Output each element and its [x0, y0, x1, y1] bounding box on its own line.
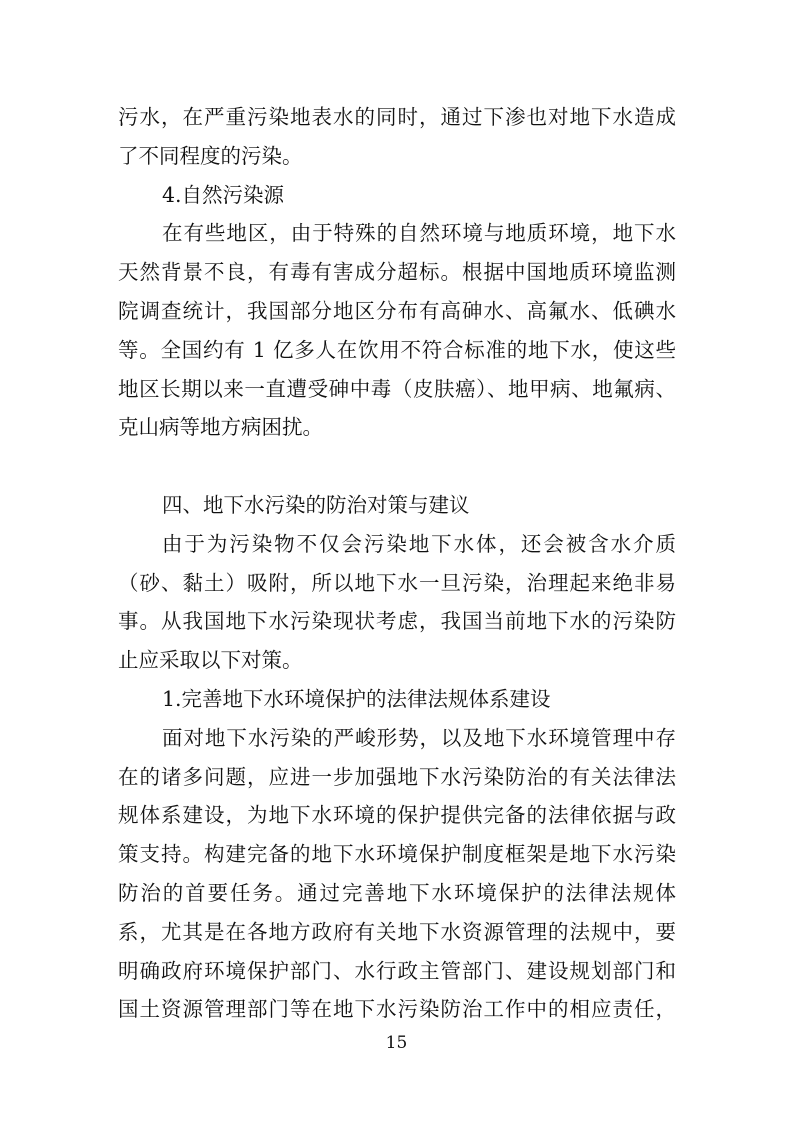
subsection-heading: 1.完善地下水环境保护的法律法规体系建设	[162, 686, 551, 711]
text-line: 天然背景不良，有毒有害成分超标。根据中国地质环境监测	[118, 260, 676, 285]
text-line: 规体系建设，为地下水环境的保护提供完备的法律依据与政	[118, 803, 676, 828]
text-line: （砂、黏土）吸附，所以地下水一旦污染，治理起来绝非易	[118, 570, 676, 595]
text-line: 系，尤其是在各地方政府有关地下水资源管理的法规中，要	[118, 919, 676, 944]
page-number: 15	[385, 1033, 408, 1053]
text-line: 止应采取以下对策。	[118, 648, 303, 673]
text-line: 了不同程度的污染。	[118, 143, 303, 168]
text-line: 地区长期以来一直遭受砷中毒（皮肤癌）、地甲病、地氟病、	[118, 376, 676, 401]
document-body	[118, 98, 676, 1029]
text-line: 院调查统计，我国部分地区分布有高砷水、高氟水、低碘水	[118, 298, 676, 323]
text-line: 防治的首要任务。通过完善地下水环境保护的法律法规体	[118, 880, 676, 905]
text-line: 由于为污染物不仅会污染地下水体，还会被含水介质	[162, 531, 676, 556]
text-line: 事。从我国地下水污染现状考虑，我国当前地下水的污染防	[118, 609, 676, 634]
text-line: 克山病等地方病困扰。	[118, 415, 323, 440]
section-heading: 四、地下水污染的防治对策与建议	[162, 492, 470, 517]
text-line: 污水，在严重污染地表水的同时，通过下渗也对地下水造成	[118, 105, 676, 129]
paragraph-gap	[118, 447, 676, 486]
text-line: 在的诸多问题，应进一步加强地下水污染防治的有关法律法	[118, 764, 676, 789]
text-line: 面对地下水污染的严峻形势，以及地下水环境管理中存	[162, 725, 676, 750]
text-line: 明确政府环境保护部门、水行政主管部门、建设规划部门和	[118, 958, 676, 983]
text-line: 在有些地区，由于特殊的自然环境与地质环境，地下水	[162, 221, 676, 246]
subsection-heading: 4.自然污染源	[162, 182, 285, 207]
text-line: 策支持。构建完备的地下水环境保护制度框架是地下水污染	[118, 842, 676, 867]
text-line: 国土资源管理部门等在地下水污染防治工作中的相应责任，	[118, 997, 676, 1022]
text-line: 等。全国约有 1 亿多人在饮用不符合标准的地下水，使这些	[118, 337, 676, 362]
